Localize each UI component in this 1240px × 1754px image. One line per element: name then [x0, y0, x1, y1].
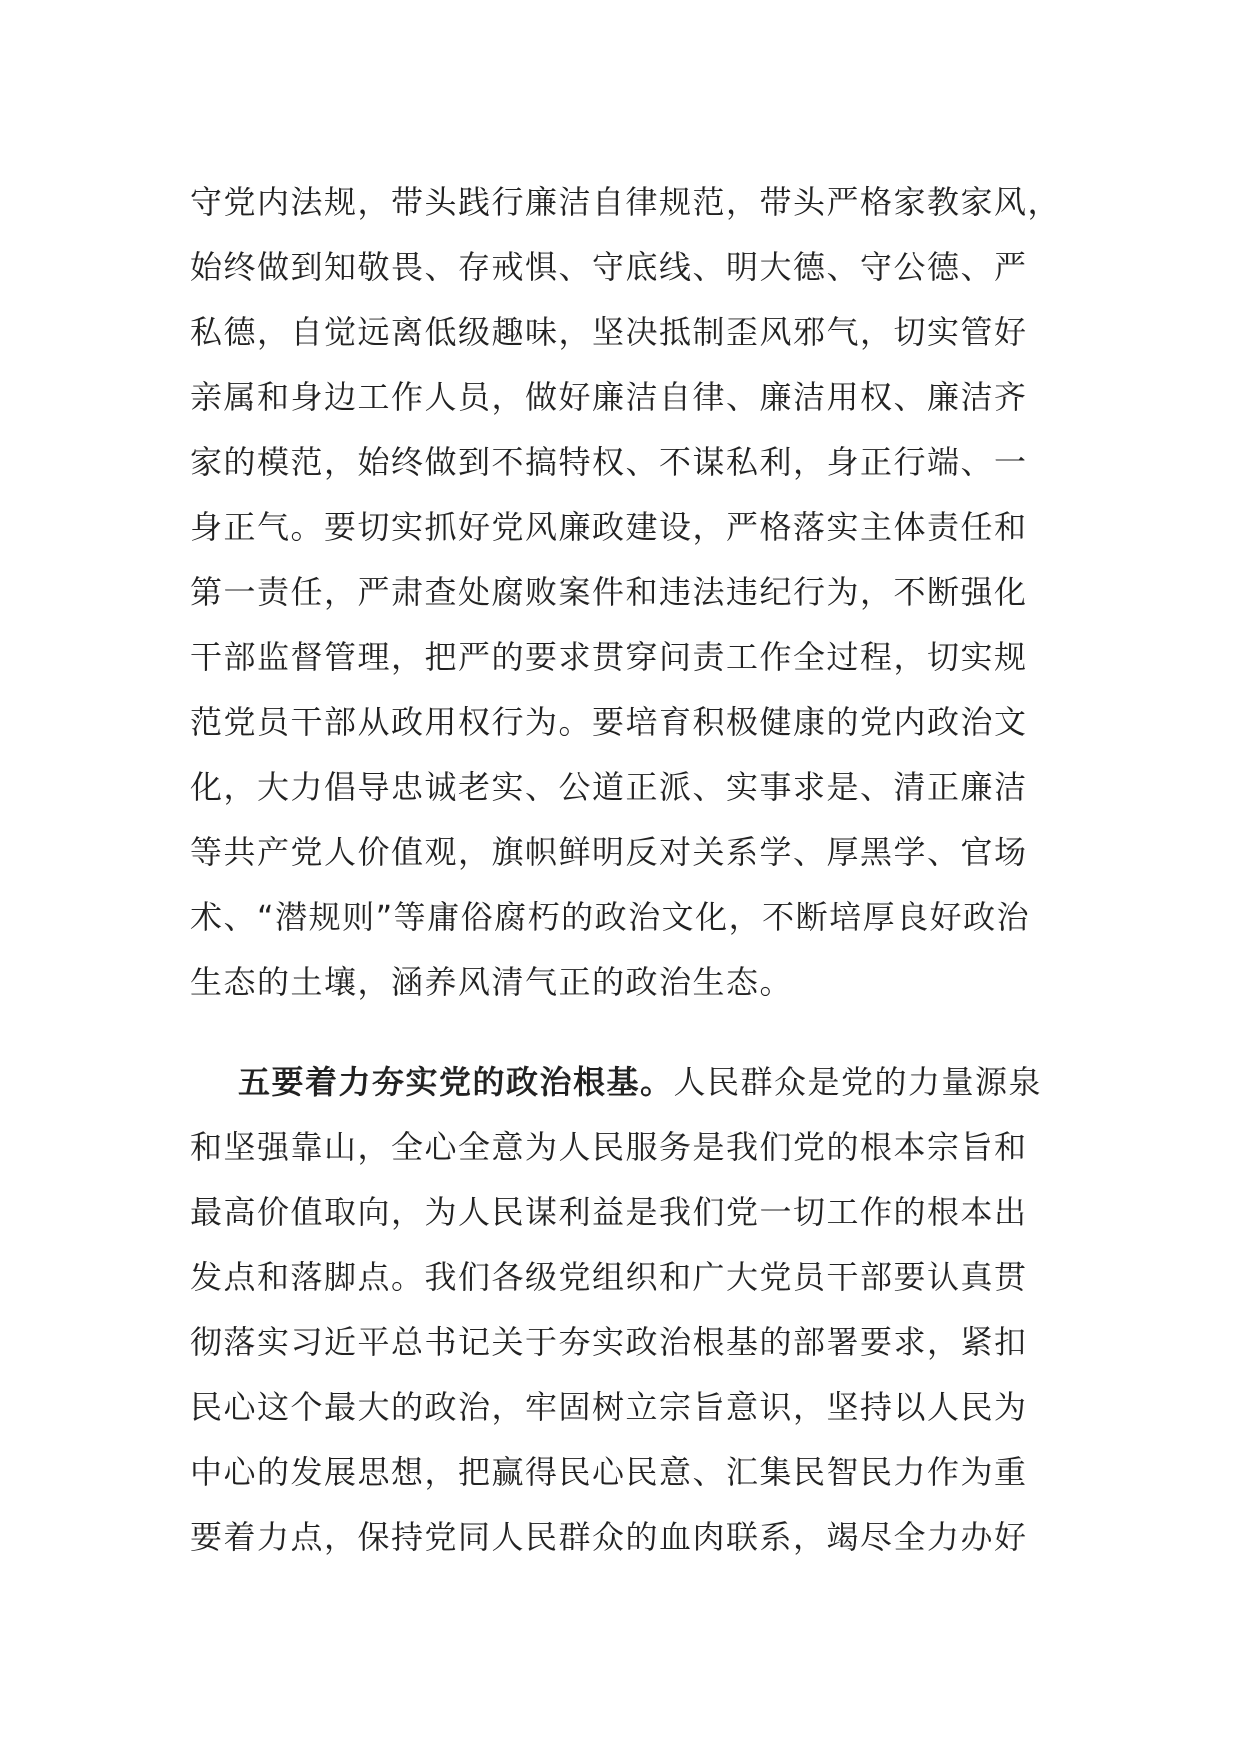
paragraph-line: 和坚强靠山，全心全意为人民服务是我们党的根本宗旨和: [190, 1128, 1028, 1166]
paragraph-line: 等共产党人价值观，旗帜鲜明反对关系学、厚黑学、官场: [190, 833, 1028, 871]
paragraph-line: 私德，自觉远离低级趣味，坚决抵制歪风邪气，切实管好: [190, 313, 1028, 351]
paragraph-line: 家的模范，始终做到不搞特权、不谋私利，身正行端、一: [190, 443, 1028, 481]
paragraph-line: 范党员干部从政用权行为。要培育积极健康的党内政治文: [190, 703, 1028, 741]
paragraph-line: 亲属和身边工作人员，做好廉洁自律、廉洁用权、廉洁齐: [190, 378, 1028, 416]
paragraph-line: 民心这个最大的政治，牢固树立宗旨意识，坚持以人民为: [190, 1388, 1028, 1426]
paragraph-line: 干部监督管理，把严的要求贯穿问责工作全过程，切实规: [190, 638, 1028, 676]
paragraph-line: 生态的土壤，涵养风清气正的政治生态。: [190, 963, 794, 1001]
paragraph-1: [190, 170, 1070, 1015]
paragraph-line: 最高价值取向，为人民谋利益是我们党一切工作的根本出: [190, 1193, 1028, 1231]
paragraph-line: 要着力点，保持党同人民群众的血肉联系，竭尽全力办好: [190, 1518, 1028, 1556]
paragraph-line: 守党内法规，带头践行廉洁自律规范，带头严格家教家风，: [190, 183, 1062, 221]
paragraph-2: [190, 1050, 1070, 1570]
section-heading: 五要着力夯实党的政治根基。: [238, 1063, 674, 1101]
paragraph-line: 身正气。要切实抓好党风廉政建设，严格落实主体责任和: [190, 508, 1028, 546]
paragraph-line: 发点和落脚点。我们各级党组织和广大党员干部要认真贯: [190, 1258, 1028, 1296]
paragraph-line: 始终做到知敬畏、存戒惧、守底线、明大德、守公德、严: [190, 248, 1028, 286]
paragraph-line: 第一责任，严肃查处腐败案件和违法违纪行为，不断强化: [190, 573, 1028, 611]
paragraph-first-line: [190, 1050, 1070, 1115]
paragraph-line-rest: 人民群众是党的力量源泉: [673, 1063, 1043, 1101]
paragraph-line: 术、“潜规则”等庸俗腐朽的政治文化，不断培厚良好政治: [190, 898, 1031, 936]
paragraph-line: 彻落实习近平总书记关于夯实政治根基的部署要求，紧扣: [190, 1323, 1028, 1361]
paragraph-line: 化，大力倡导忠诚老实、公道正派、实事求是、清正廉洁: [190, 768, 1028, 806]
paragraph-line: 中心的发展思想，把赢得民心民意、汇集民智民力作为重: [190, 1453, 1028, 1491]
